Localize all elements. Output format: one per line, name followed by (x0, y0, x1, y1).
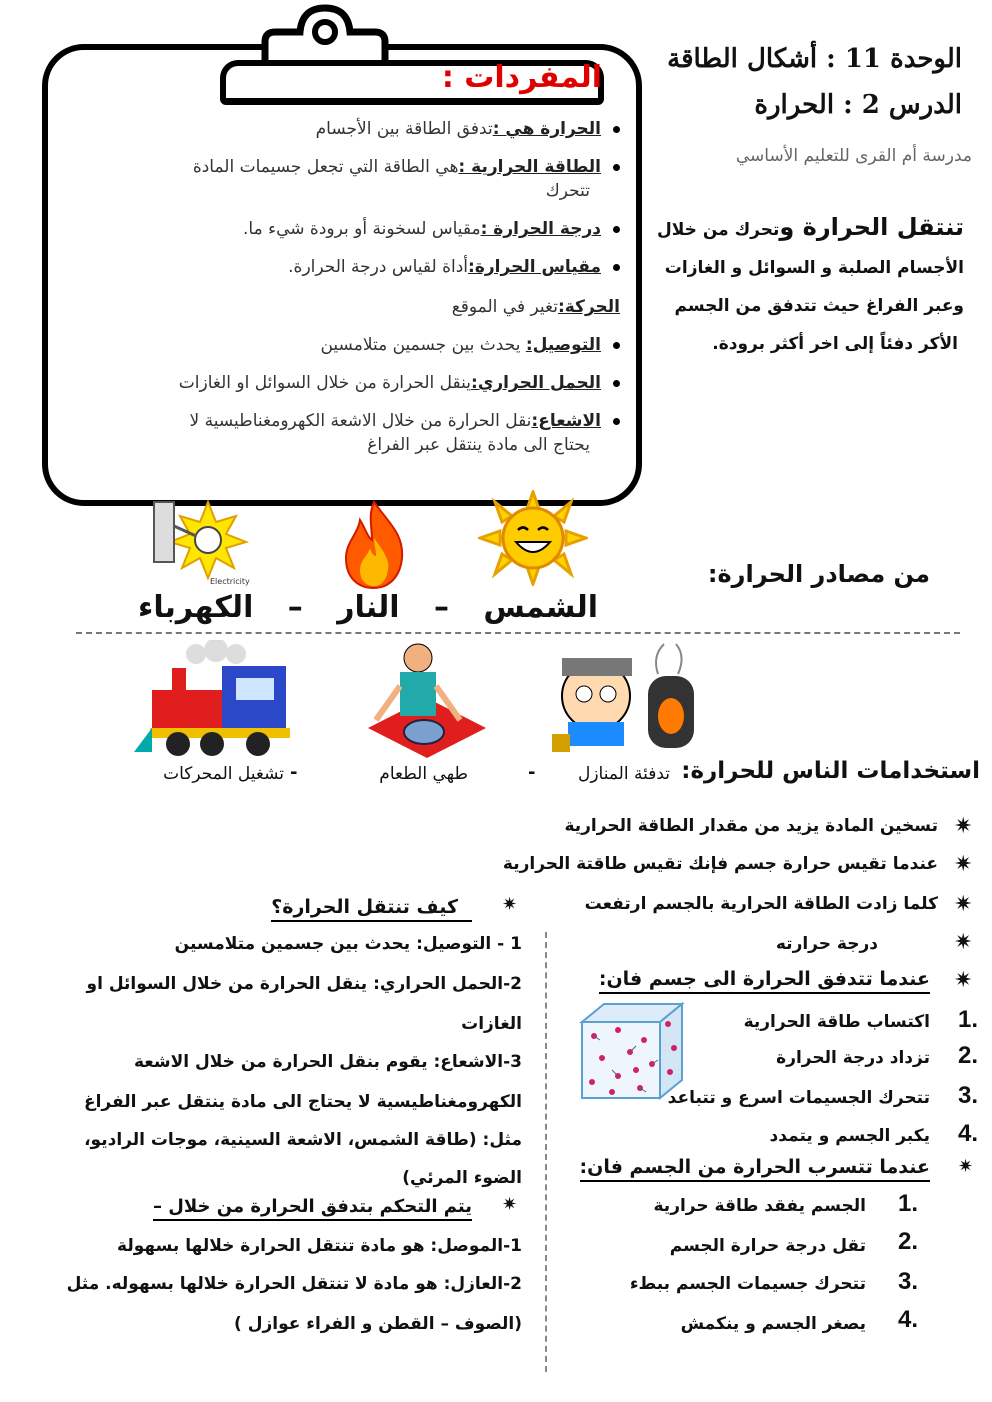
use-engines: تشغيل المحركات (163, 764, 284, 784)
use-cooking: طهي الطعام (379, 764, 468, 784)
vocab-list (60, 0, 620, 470)
vocab-item: التوصيل: يحدث بين جسمين متلامسين (320, 334, 620, 356)
lesson-title: الدرس 2 : الحرارة (754, 90, 962, 120)
flow-out-num: 1. (898, 1190, 919, 1217)
electricity-label: الكهرباء (138, 590, 254, 625)
vocab-item: الطاقة الحرارية :هي الطاقة التي تجعل جسيمات المادة (193, 156, 620, 178)
column-divider (545, 932, 547, 1372)
flow-out-item: تتحرك جسيمات الجسم ببطء (629, 1274, 866, 1294)
vocab-item: مقياس الحرارة:أداة لقياس درجة الحرارة. (288, 256, 620, 278)
vocab-item: الحرارة هي :تدفق الطاقة بين الأجسام (316, 118, 620, 140)
flow-out-num: 2. (898, 1228, 919, 1255)
transfer-line: 1 - التوصيل: يحدث بين جسمين متلامسين (174, 934, 522, 954)
vocab-item: الحركة:تغير في الموقع (451, 297, 620, 317)
sun-label: الشمس (483, 590, 598, 625)
star-bullet-icon: ✷ (954, 852, 973, 877)
control-line: 2-العازل: هو مادة لا تنتقل الحرارة خلالها بسهوله. مثل (66, 1274, 522, 1294)
train-icon (132, 640, 300, 758)
bullet-icon (613, 380, 620, 387)
lightbulb-icon (148, 496, 270, 588)
intro-lead: تنتقل الحرارة و (779, 213, 964, 241)
transfer-line: الكهرومغناطيسية لا يحتاج الى مادة ينتقل عبر الفراغ (83, 1092, 522, 1112)
transfer-heading: كيف تنتقل الحرارة؟ (271, 896, 472, 922)
fact-1: تسخين المادة يزيد من مقدار الطاقة الحرارية (564, 816, 938, 836)
fact-2: عندما تقيس حرارة جسم فإنك تقيس طاقتة الحرارية (502, 854, 938, 874)
intro-line2: الأجسام الصلبة و السوائل و الغازات (664, 258, 964, 278)
intro-paragraph (634, 208, 964, 363)
bullet-icon (613, 164, 620, 171)
sun-icon (478, 490, 588, 586)
electricity-caption: Electricity (210, 577, 250, 586)
transfer-line: 3-الاشعاع: يقوم بنقل الحرارة من خلال الاشعة (133, 1052, 522, 1072)
control-line: (الصوف – القطن و الفراء عوازل ) (234, 1314, 522, 1334)
fact-4: درجة حرارته (775, 934, 878, 954)
cooking-icon (362, 636, 492, 760)
star-bullet-icon: ✷ (502, 894, 518, 915)
vocab-title: المفردات : (441, 60, 602, 95)
flow-out-heading: عندما تتسرب الحرارة من الجسم فان: (580, 1156, 930, 1182)
flow-in-num: 3. (958, 1082, 979, 1109)
dash-sep: – (287, 590, 303, 625)
use-heating: تدفئة المنازل (577, 764, 670, 784)
flow-out-item: الجسم يفقد طاقة حرارية (653, 1196, 866, 1216)
transfer-line: الضوء المرئي) (402, 1168, 522, 1188)
flow-out-num: 4. (898, 1306, 919, 1333)
uses-heading: استخدامات الناس للحرارة: (681, 758, 980, 784)
intro-line4: الأكر دفئاً إلى اخر أكثر برودة. (712, 334, 958, 354)
star-bullet-icon: ✷ (954, 930, 973, 955)
dash-sep: – (433, 590, 449, 625)
flow-in-item: تزداد درجة الحرارة (776, 1048, 930, 1068)
vocab-item: الحمل الحراري:ينقل الحرارة من خلال السوائل او الغازات (179, 372, 620, 394)
transfer-line: 2-الحمل الحراري: ينقل الحرارة من خلال السوائل او (86, 974, 522, 994)
intro-line3: وعبر الفراغ حيث تتدفق من الجسم (674, 296, 964, 316)
flow-in-num: 1. (958, 1006, 979, 1033)
sources-heading: من مصادر الحرارة: (707, 560, 930, 588)
star-bullet-icon: ✷ (954, 968, 973, 993)
dash-sep: - (290, 762, 298, 783)
flow-out-item: تقل درجة حرارة الجسم (669, 1236, 866, 1256)
bullet-icon (613, 126, 620, 133)
intro-line1: تحرك من خلال (657, 220, 780, 240)
flow-in-item: اكتساب طاقة الحرارية (743, 1012, 930, 1032)
control-line: 1-الموصل: هو مادة تنتقل الحرارة خلالها بسهولة (117, 1236, 522, 1256)
star-bullet-icon: ✷ (954, 892, 973, 917)
bullet-icon (613, 342, 620, 349)
star-bullet-icon: ✷ (954, 814, 973, 839)
transfer-line: الغازات (461, 1014, 522, 1034)
flow-in-item: يكبر الجسم و يتمدد (769, 1126, 930, 1146)
star-bullet-icon: ✷ (502, 1194, 518, 1215)
bullet-icon (613, 226, 620, 233)
flow-in-num: 4. (958, 1120, 979, 1147)
sources-labels (138, 590, 598, 625)
home-heating-icon (548, 636, 718, 758)
flow-in-num: 2. (958, 1042, 979, 1069)
section-divider (76, 632, 960, 634)
star-bullet-icon: ✷ (958, 1156, 974, 1177)
bullet-icon (613, 418, 620, 425)
dash-sep: - (528, 762, 536, 783)
transfer-line: مثل: (طاقة الشمس، الاشعة السينية، موجات الراديو، (84, 1130, 522, 1150)
flow-in-heading: عندما تتدفق الحرارة الى جسم فان: (599, 968, 930, 994)
flow-out-item: يصغر الجسم و ينكمش (680, 1314, 866, 1334)
bullet-icon (613, 264, 620, 271)
unit-title: الوحدة 11 : أشكال الطاقة (667, 44, 962, 74)
fire-label: النار (337, 590, 400, 625)
fact-3: كلما زادت الطاقة الحرارية بالجسم ارتفعت (584, 894, 938, 914)
vocab-item: درجة الحرارة :مقياس لسخونة أو برودة شيء ما. (243, 218, 620, 240)
vocab-item-cont: تتحرك (545, 181, 590, 201)
control-heading: يتم التحكم بتدفق الحرارة من خلال – (153, 1196, 472, 1221)
fire-icon (338, 498, 410, 590)
flow-in-item: تتحرك الجسيمات اسرع و تتباعد (667, 1088, 930, 1108)
school-name: مدرسة أم القرى للتعليم الأساسي (735, 146, 972, 166)
particles-cube-icon (578, 1000, 686, 1102)
vocab-item-cont: يحتاج الى مادة ينتقل عبر الفراغ (367, 435, 590, 455)
flow-out-num: 3. (898, 1268, 919, 1295)
vocab-item: الاشعاع:نقل الحرارة من خلال الاشعة الكهرومغناطيسية لا (190, 410, 620, 432)
